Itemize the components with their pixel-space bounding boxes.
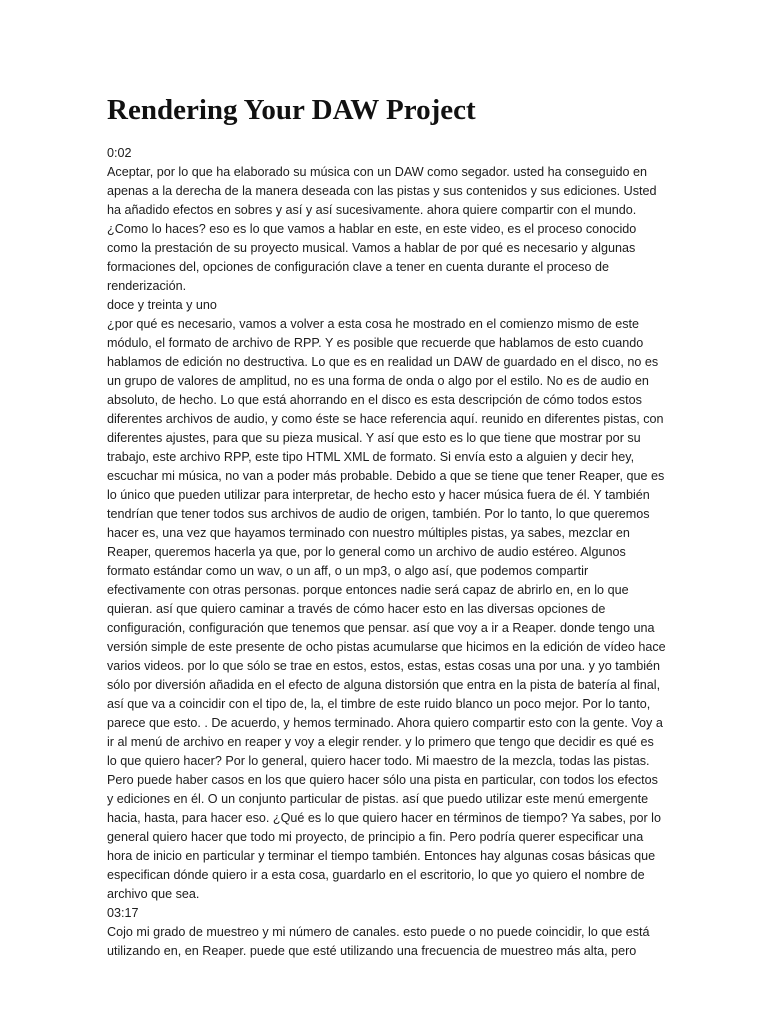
body-paragraph: Aceptar, por lo que ha elaborado su música con un DAW como segador. usted ha conseguido en apenas a la derecha de la manera deseada con las pistas y sus contenidos y sus ediciones. Usted ha añadido efectos en sobres y así y así sucesivamente. ahora quiere compartir con el mundo. ¿Como lo haces? eso es lo que vamos a hablar en este, en este video, es el proceso conocido como la prestación de su proyecto musical. Vamos a hablar de por qué es necesario y algunas formaciones del, opciones de configuración clave a tener en cuenta durante el proceso de renderización. [107,165,657,293]
document-title: Rendering Your DAW Project [107,94,476,126]
body-paragraph: ¿por qué es necesario, vamos a volver a esta cosa he mostrado en el comienzo mismo de este módulo, el formato de archivo de RPP. Y es posible que recuerde que hablamos de esto cuando hablamos de edición no destructiva. Lo que es en realidad un DAW de guardado en el disco, no es un grupo de valores de amplitud, no es una forma de onda o algo por el estilo. No es de audio en absoluto, de hecho. Lo que está ahorrando en el disco es esta descripción de cómo todos estos diferentes archivos de audio, y como éste se hace referencia aquí. reunido en diferentes pistas, con diferentes ajustes, para que su pieza musical. Y así que esto es lo que tiene que mostrar por su trabajo, este archivo RPP, este tipo HTML XML de formato. Si envía esto a alguien y decir hey, escuchar mi música, no van a poder más probable. Debido a que se tiene que tener Reaper, que es lo único que pueden utilizar para interpretar, de hecho esto y hacer música fuera de él. Y también tendrían que tener todos sus archivos de audio de origen, también. Por lo tanto, lo que queremos hacer es, una vez que hayamos terminado con nuestro múltiples pistas, ya sabes, mezclar en Reaper, queremos hacerla ya que, por lo general como un archivo de audio estéreo. Algunos formato estándar como un wav, o un aff, o un mp3, o algo así, que podemos compartir efectivamente con otras personas. porque entonces nadie será capaz de abrirlo en, en lo que quieran. así que quiero caminar a través de cómo hacer esto en las diversas opciones de configuración, configuración que tenemos que pensar. así que voy a ir a Reaper. donde tengo una versión simple de este presente de ocho pistas acumularse que hicimos en la edición de vídeo hace varios videos. por lo que sólo se trae en estos, estos, estas, estas cosas una por una. y yo también sólo por diversión añadida en el efecto de alguna distorsión que entra en la pista de batería al final, así que va a coincidir con el tipo de, la, el timbre de este ruido blanco un poco mejor. Por lo tanto, parece que esto. . De acuerdo, y hemos terminado. Ahora quiero compartir esto con la gente. Voy a ir al menú de archivo en reaper y voy a elegir render. y lo primero que tengo que decidir es qué es lo que quiero hacer? Por lo general, quiero hacer todo. Mi maestro de la mezcla, todas las pistas. Pero puede haber casos en los que quiero hacer sólo una pista en particular, con todos los efectos y ediciones en él. O un conjunto particular de pistas. así que puedo utilizar este menú emergente hacia, hasta, para hacer eso. ¿Qué es lo que quiero hacer en términos de tiempo? Ya sabes, por lo general quiero hacer que todo mi proyecto, de principio a fin. Pero podría querer especificar una hora de inicio en particular y terminar el tiempo también. Entonces hay algunas cosas básicas que especifican dónde quiero ir a esta cosa, guardarlo en el escritorio, lo que yo quiero el nombre de archivo que sea. [107,317,666,901]
timestamp: 0:02 [107,146,132,160]
timestamp: 03:17 [107,906,139,920]
document-body [107,144,667,961]
timestamp: doce y treinta y uno [107,298,217,312]
body-paragraph: Cojo mi grado de muestreo y mi número de canales. esto puede o no puede coincidir, lo que está utilizando en, en Reaper. puede que esté utilizando una frecuencia de muestreo más alta, pero [107,925,650,958]
